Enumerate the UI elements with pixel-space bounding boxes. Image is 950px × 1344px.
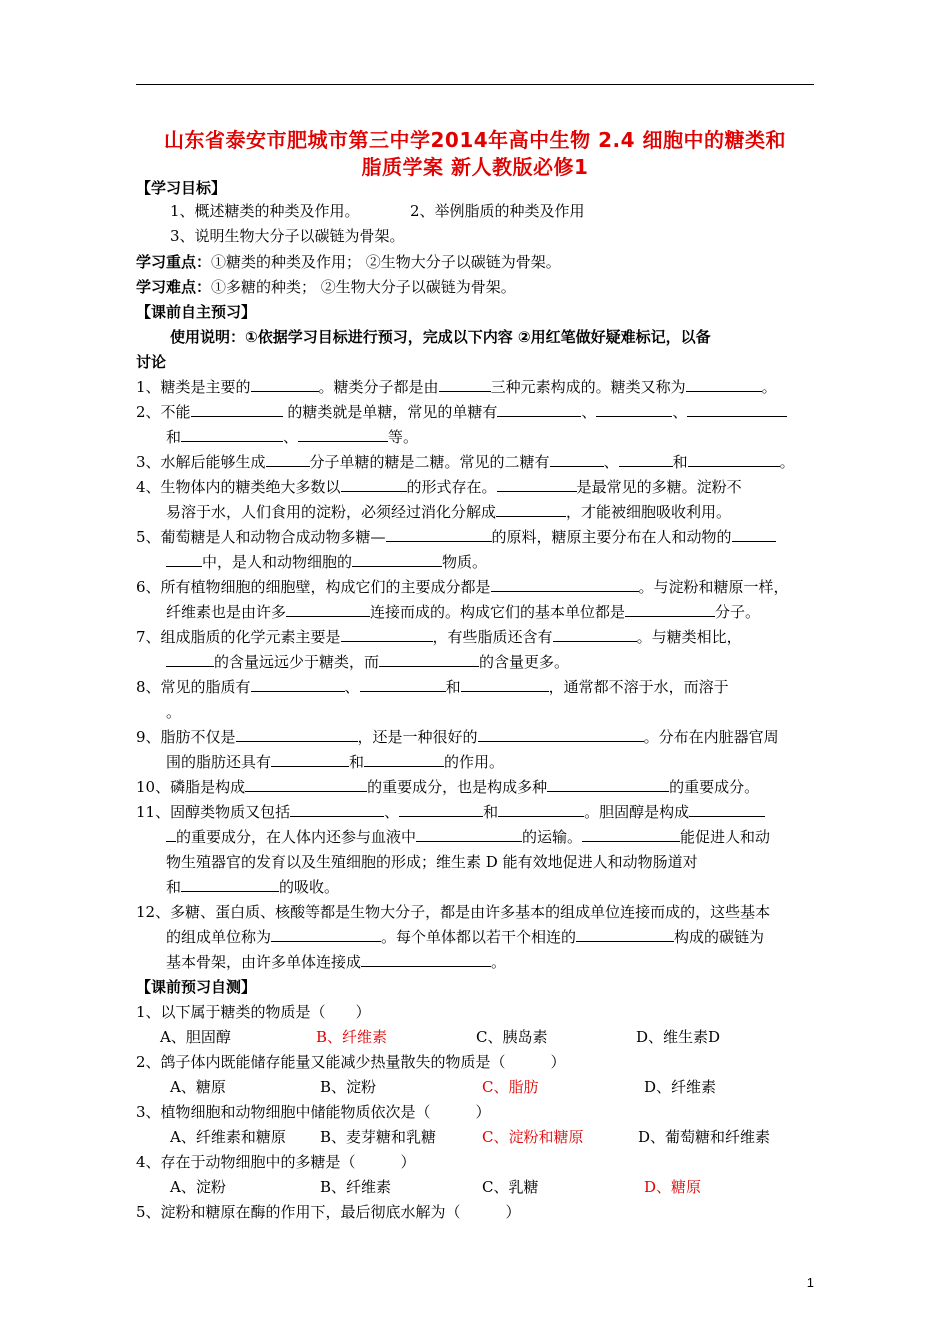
document-title-line2: 脂质学案 新人教版必修1 xyxy=(361,155,589,179)
blank[interactable] xyxy=(364,752,444,767)
blank[interactable] xyxy=(361,952,491,967)
question-12-cont1: 的组成单位称为 。每个单体都以若干个相连的 构成的碳链为 xyxy=(166,928,765,946)
usage-note-line2: 讨论 xyxy=(136,353,167,371)
blank[interactable] xyxy=(251,377,319,392)
test-1-option-a[interactable]: A、胆固醇 xyxy=(160,1028,231,1046)
question-11-cont1: 的重要成分，在人体内还参与血液中 的运输。 能促进人和动 xyxy=(166,827,770,847)
question-12-cont2: 基本骨架，由许多单体连接成 。 xyxy=(166,953,507,971)
blank[interactable] xyxy=(498,802,584,817)
blank[interactable] xyxy=(286,602,370,617)
test-1-option-d[interactable]: D、维生素D xyxy=(636,1028,721,1046)
blank[interactable] xyxy=(341,627,433,642)
question-5-cont: 中，是人和动物细胞的 物质。 xyxy=(166,552,487,572)
blank[interactable] xyxy=(686,377,762,392)
blank[interactable] xyxy=(166,652,214,667)
test-3-option-c-answer[interactable]: C、淀粉和糖原 xyxy=(482,1128,584,1146)
blank[interactable] xyxy=(688,452,780,467)
blank[interactable] xyxy=(360,677,446,692)
blank[interactable] xyxy=(461,677,549,692)
objective-1: 1、概述糖类的种类及作用。 xyxy=(170,202,360,220)
blank[interactable] xyxy=(497,477,577,492)
blank[interactable] xyxy=(625,602,715,617)
blank[interactable] xyxy=(166,827,176,842)
blank[interactable] xyxy=(181,877,279,892)
blank[interactable] xyxy=(732,527,776,542)
question-5: 5、葡萄糖是人和动物合成动物多糖— 的原料，糖原主要分布在人和动物的 xyxy=(136,527,776,547)
blank[interactable] xyxy=(416,827,522,842)
question-2-cont: 和 、 等。 xyxy=(166,428,419,446)
test-2-option-c-answer[interactable]: C、脂肪 xyxy=(482,1078,539,1096)
question-6-cont: 纤维素也是由许多 连接而成的。构成它们的基本单位都是 分子。 xyxy=(166,603,761,621)
blank[interactable] xyxy=(497,402,581,417)
question-11-cont3: 和 的吸收。 xyxy=(166,878,340,896)
blank[interactable] xyxy=(191,402,283,417)
test-4-option-b[interactable]: B、纤维素 xyxy=(320,1178,392,1196)
objectives-heading: 【学习目标】 xyxy=(136,179,227,197)
test-2-option-d[interactable]: D、纤维素 xyxy=(644,1078,717,1096)
test-3-option-a[interactable]: A、纤维素和糖原 xyxy=(170,1128,286,1146)
question-4-cont: 易溶于水，人们食用的淀粉，必须经过消化分解成 ，才能被细胞吸收利用。 xyxy=(166,503,732,521)
blank[interactable] xyxy=(399,802,483,817)
test-4-option-d-answer[interactable]: D、糖原 xyxy=(644,1178,702,1196)
blank[interactable] xyxy=(298,427,388,442)
question-3: 3、水解后能够生成 分子单糖的糖是二糖。常见的二糖有 、 和 。 xyxy=(136,453,795,471)
question-7: 7、组成脂质的化学元素主要是 ，有些脂质还含有 。与糖类相比， xyxy=(136,628,742,646)
test-4-option-a[interactable]: A、淀粉 xyxy=(170,1178,226,1196)
blank[interactable] xyxy=(341,477,407,492)
question-7-cont: 的含量远远少于糖类，而 的含量更多。 xyxy=(166,652,569,672)
question-11-cont2: 物生殖器官的发育以及生殖细胞的形成；维生素 D 能有效地促进人和动物肠道对 xyxy=(166,853,698,871)
blank[interactable] xyxy=(550,452,604,467)
test-question-3: 3、植物细胞和动物细胞中储能物质依次是（ ） xyxy=(136,1103,491,1121)
question-12: 12、多糖、蛋白质、核酸等都是生物大分子，都是由许多基本的组成单位连接而成的，这些基本 xyxy=(136,903,771,921)
question-2: 2、不能 的糖类就是单糖，常见的单糖有 、 、 xyxy=(136,402,787,422)
question-8: 8、常见的脂质有 、 和 ，通常都不溶于水，而溶于 xyxy=(136,678,729,696)
blank[interactable] xyxy=(478,727,644,742)
blank[interactable] xyxy=(245,777,367,792)
blank[interactable] xyxy=(619,452,673,467)
self-test-heading: 【课前预习自测】 xyxy=(136,978,257,996)
question-8-cont: 。 xyxy=(166,703,182,721)
blank[interactable] xyxy=(271,752,349,767)
key-points-text: ①糖类的种类及作用； ②生物大分子以碳链为骨架。 xyxy=(211,253,561,271)
test-question-4: 4、存在于动物细胞中的多糖是（ ） xyxy=(136,1153,416,1171)
blank[interactable] xyxy=(236,727,358,742)
test-question-1: 1、以下属于糖类的物质是（ ） xyxy=(136,1003,371,1021)
key-points-label: 学习重点： xyxy=(136,253,212,271)
question-11: 11、固醇类物质又包括 、 和 。胆固醇是构成 xyxy=(136,802,765,822)
blank[interactable] xyxy=(576,927,674,942)
header-rule xyxy=(136,84,814,85)
question-9-cont: 围的脂肪还具有 和 的作用。 xyxy=(166,753,505,771)
test-2-option-b[interactable]: B、淀粉 xyxy=(320,1078,377,1096)
blank[interactable] xyxy=(689,802,765,817)
test-question-5: 5、淀粉和糖原在酶的作用下，最后彻底水解为（ ） xyxy=(136,1203,521,1221)
blank[interactable] xyxy=(181,427,283,442)
difficulties-label: 学习难点： xyxy=(136,278,212,296)
question-6: 6、所有植物细胞的细胞壁，构成它们的主要成分都是 。与淀粉和糖原一样， xyxy=(136,578,789,596)
blank[interactable] xyxy=(491,577,639,592)
test-question-2: 2、鸽子体内既能储存能量又能减少热量散失的物质是（ ） xyxy=(136,1053,566,1071)
difficulties xyxy=(136,277,516,297)
page-number: 1 xyxy=(806,1275,814,1290)
blank[interactable] xyxy=(439,377,491,392)
blank[interactable] xyxy=(386,527,492,542)
key-points xyxy=(136,252,561,272)
blank[interactable] xyxy=(266,452,310,467)
blank[interactable] xyxy=(687,402,787,417)
blank[interactable] xyxy=(547,777,669,792)
objective-3: 3、说明生物大分子以碳链为骨架。 xyxy=(170,227,405,245)
test-1-option-c[interactable]: C、胰岛素 xyxy=(476,1028,548,1046)
blank[interactable] xyxy=(582,827,680,842)
test-1-option-b-answer[interactable]: B、纤维素 xyxy=(316,1028,388,1046)
blank[interactable] xyxy=(352,552,442,567)
blank[interactable] xyxy=(553,627,637,642)
question-4: 4、生物体内的糖类绝大多数以 的形式存在。 是最常见的多糖。淀粉不 xyxy=(136,478,742,496)
blank[interactable] xyxy=(271,927,381,942)
question-10: 10、磷脂是构成 的重要成分，也是构成多种 的重要成分。 xyxy=(136,778,760,796)
objective-2: 2、举例脂质的种类及作用 xyxy=(410,202,585,220)
difficulties-text: ①多糖的种类； ②生物大分子以碳链为骨架。 xyxy=(211,278,516,296)
usage-note-line1: 使用说明：①依据学习目标进行预习，完成以下内容 ②用红笔做好疑难标记，以备 xyxy=(170,328,711,346)
test-4-option-c[interactable]: C、乳糖 xyxy=(482,1178,539,1196)
preview-heading: 【课前自主预习】 xyxy=(136,303,257,321)
test-2-option-a[interactable]: A、糖原 xyxy=(170,1078,226,1096)
blank[interactable] xyxy=(496,502,566,517)
blank[interactable] xyxy=(290,802,384,817)
question-9: 9、脂肪不仅是 ，还是一种很好的 。分布在内脏器官周 xyxy=(136,728,779,746)
test-3-option-d[interactable]: D、葡萄糖和纤维素 xyxy=(638,1128,771,1146)
blank[interactable] xyxy=(596,402,672,417)
blank[interactable] xyxy=(379,652,479,667)
blank[interactable] xyxy=(251,677,345,692)
question-1: 1、糖类是主要的 。糖类分子都是由 三种元素构成的。糖类又称为 。 xyxy=(136,378,777,396)
test-3-option-b[interactable]: B、麦芽糖和乳糖 xyxy=(320,1128,437,1146)
document-title-line1: 山东省泰安市肥城市第三中学2014年高中生物 2.4 细胞中的糖类和 xyxy=(163,128,787,152)
blank[interactable] xyxy=(166,552,202,567)
